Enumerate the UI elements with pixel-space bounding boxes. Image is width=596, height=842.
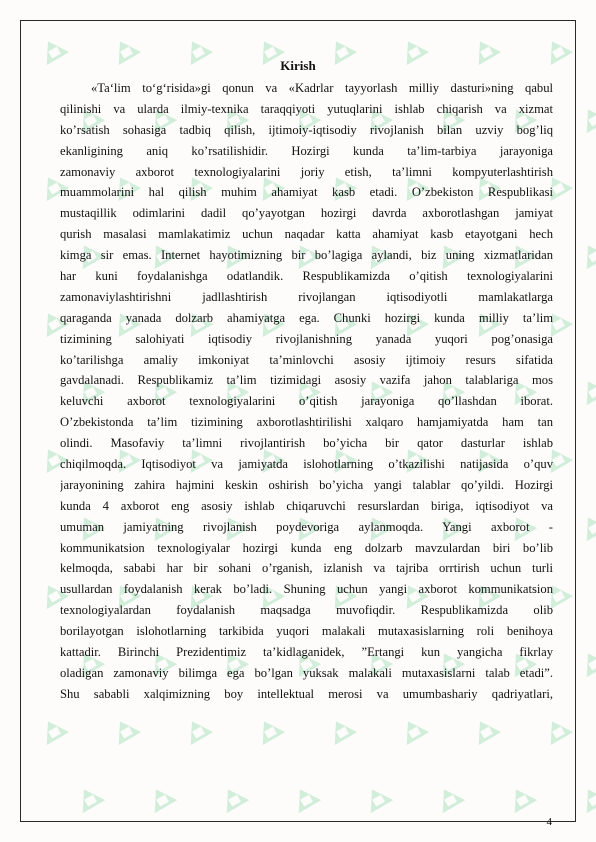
watermark-mark [577, 103, 596, 133]
body-paragraph [60, 78, 553, 705]
watermark-mark [577, 239, 596, 269]
text-line: Shu sababli xalqimizning boy intellektual merosi va umumbashariy qadriyatlari, [60, 686, 553, 701]
text-line: qaraganda yanada dolzarb ahamiyatga ega. Chunki hozirgi kunda milliy ta’lim [60, 310, 553, 325]
text-line: keluvchi axborot texnologiyalarini o’qitish jarayoniga qo’llashdan iborat. [60, 394, 553, 409]
text-line: kelmoqda, sababi har bir sohani o’rganish, izlanish va tajriba orrtirish uchun turli [60, 561, 553, 576]
text-line: ko’rsatish sohasiga tadbiq qilish, ijtimoiy-iqtisodiy rivojlanish bilan uzviy bog’liq [60, 122, 553, 137]
watermark-mark [577, 375, 596, 405]
text-line: kunda 4 axborot eng asosiy ishlab chiqaruvchi resurslardan biriga, iqtisodiyot va [60, 498, 553, 513]
text-line: ko’tarilishga amaliy imkoniyat ta’minlovchi asosiy ijtimoiy resurs sifatida [60, 352, 553, 367]
text-line: kimga sir emas. Internet hayotimizning bir bo’lagiga aylandi, biz uning xizmatlaridan [60, 248, 553, 263]
watermark-mark [577, 511, 596, 541]
watermark-mark [577, 783, 596, 813]
text-line: har kuni foydalanishga odatlandik. Respublikamizda o’qitish texnologiyalarini [60, 269, 553, 284]
text-line: texnologiyalardan foydalanish maqsadga muvofiqdir. Respublikamizda olib [60, 603, 553, 618]
watermark-mark [577, 647, 596, 677]
page-number: 4 [546, 816, 552, 828]
text-line: qilinishi va ularda ilmiy-texnika taraqqiyoti yutuqlarini ishlab chiqarish va xizmat [60, 101, 553, 116]
text-line: chiqilmoqda. Iqtisodiyot va jamiyatda islohotlarning o’tkazilishi natijasida o’quv [60, 457, 553, 472]
section-title: Kirish [280, 58, 316, 73]
text-line: gavdalanadi. Respublikamiz ta’lim tizimidagi asosiy vazifa jahon talablariga mos [60, 373, 553, 388]
text-line: qurish masalasi mamlakatimiz uchun naqadar katta ahamiyat kasb etayotgani hech [60, 227, 553, 242]
text-line: «Ta‘lim to‘g‘risida»gi qonun va «Kadrlar tayyorlash milliy dasturi»ning qabul [91, 81, 553, 95]
text-line: zamonaviylashtirishni jadllashtirish rivojlangan iqtisodiyotli mamlakatlarga [60, 289, 553, 304]
text-line: O’zbekistonda ta’lim tizimining axborotlashtirilishi xalqaro hamjamiyatda ham tan [60, 415, 553, 430]
text-line: jarayonining zahira hajmini keskin oshirish bo’yicha yangi talablar qo’yildi. Hozirgi [60, 477, 553, 492]
text-line: tizimining salohiyati iqtisodiy rivojlanishning yanada yuqori pog’onasiga [60, 331, 553, 346]
text-line: umuman jamiyatning rivojlanish poydevoriga aylanmoqda. Yangi axborot - [60, 519, 553, 534]
text-line: mustaqillik odimlarini dadil qo’yayotgan hozirgi davrda axborotlashgan jamiyat [60, 206, 553, 221]
text-line: zamonaviy axborot texnologiyalarini joriy etish, ta’limni kompyuterlashtirish [60, 164, 553, 179]
text-line: ekanligining aniq ko’rsatilishidir. Hozirgi kunda ta’lim-tarbiya jarayoniga [60, 143, 553, 158]
text-line: usullardan foydalanish kerak bo’ladi. Shuning uchun yangi axborot kommunikatsion [60, 582, 553, 597]
text-line: muammolarini hal qilish muhim ahamiyat kasb etadi. O’zbekiston Respublikasi [60, 185, 553, 200]
text-line: kattadir. Birinchi Prezidentimiz ta’kidlaganidek, ”Ertangi kun yangicha fikrlay [60, 645, 553, 660]
text-line: oladigan zamonaviy bilimga ega bo’lgan yuksak malakali mutaxasislarni talab etadi”. [60, 665, 553, 680]
text-line: kommunikatsion texnologiyalar hozirgi kunda eng dolzarb mavzulardan biri bo’lib [60, 540, 553, 555]
text-line: borilayotgan islohotlarning tarkibida yuqori malakali mutaxasislarning roli benihoya [60, 624, 553, 639]
text-line: olindi. Masofaviy ta’limni rivojlantirish bo’yicha bir qator dasturlar ishlab [60, 436, 553, 451]
